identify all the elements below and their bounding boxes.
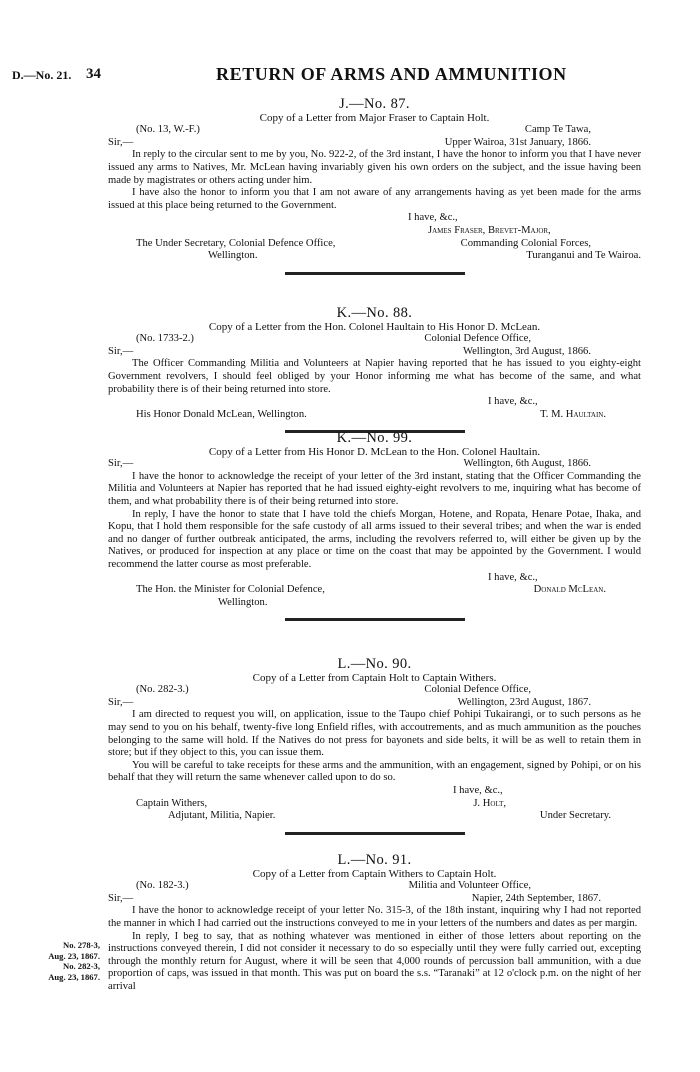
- margin-note: [8, 940, 100, 982]
- closing: I have, &c.,: [488, 571, 538, 583]
- addressee-city: Adjutant, Militia, Napier.: [168, 810, 276, 822]
- paragraph: In reply to the circular sent to me by you, No. 922-2, of the 3rd instant, I have the honor to inform you that I have never issued any arms to Natives, Mr. McLean having invariably given his own orders on the subject, and the issue having been made by magistrates or others acting under him.: [108, 149, 641, 186]
- paragraph: I have the honor to acknowledge the receipt of your letter of the 3rd instant, stating that the Officer Commanding the Militia and Volunteers at Napier has reported that he had issued eighty-eight revolvers to me, inquiring what has become of them, and what probability there is of their being returned into store.: [108, 470, 641, 507]
- paragraph: I have also the honor to inform you that I am not aware of any arrangements having as yet been made for the arms issued at this place being returned to the Government.: [108, 187, 641, 211]
- letter-place: Militia and Volunteer Office,: [408, 880, 531, 892]
- paragraph: In reply, I have the honor to state that I have told the chiefs Morgan, Hotene, and Ropata, Henare Potae, Ihaka, and Kopu, that I hold them responsible for the safe custody of all arms issued to their several tribes; and when the war is ended and no danger of further outbreak anticipated, the arms, including the revolvers referred to, will either be given up by the Natives, or produced for inspection at any place or time on the coast that may be appointed by the Government. I would recommend the latter course as most preferable.: [108, 508, 641, 570]
- letter-caption: Copy of a Letter from Major Fraser to Captain Holt.: [259, 111, 490, 124]
- letter-heading: K.—No. 88.: [336, 305, 413, 321]
- salutation: Sir,—: [108, 458, 134, 470]
- letter-heading: J.—No. 87.: [339, 96, 410, 112]
- margin-note-line: Aug. 23, 1867.: [48, 950, 100, 961]
- addressee: The Under Secretary, Colonial Defence Office,: [136, 237, 336, 249]
- date-line: Napier, 24th September, 1867.: [471, 892, 601, 904]
- letter-ref: (No. 282-3.): [136, 684, 189, 696]
- paragraph: I have the honor to acknowledge receipt of your letter No. 315-3, of the 18th instant, inquiring why I had not reported the manner in which I had carried out the instructions conveyed to me in your letters of the numbers and dates as per margin.: [108, 905, 641, 929]
- paragraph: The Officer Commanding Militia and Volunteers at Napier having reported that he has issued to you eighty-eight Government revolvers, I should feel obliged by your Honor informing me what has become of the same, and what probability there is of their being returned into store.: [108, 358, 641, 395]
- page-number: 34: [86, 66, 101, 82]
- section-rule: [285, 832, 465, 835]
- salutation: Sir,—: [108, 696, 134, 708]
- letter-heading: L.—No. 91.: [337, 852, 412, 868]
- letter-ref: (No. 182-3.): [136, 880, 189, 892]
- paragraph: I am directed to request you will, on application, issue to the Taupo chief Pohipi Tukairangi, or to such persons as he may send to you on his behalf, twenty-five long Enfield rifles, with accoutrements, and as much ammunition as the pouches belonging to the same will hold. If the Natives do not press for bayonets and side belts, it will be as well to retain them in store; but if they object to this, you can issue them.: [108, 709, 641, 759]
- document-reference: D.—No. 21.: [12, 68, 72, 82]
- closing: I have, &c.,: [408, 212, 458, 224]
- letter-place: Camp Te Tawa,: [524, 124, 591, 136]
- section-rule: [285, 272, 465, 275]
- date-line: Upper Wairoa, 31st January, 1866.: [444, 136, 591, 148]
- letter-place: Colonial Defence Office,: [424, 684, 531, 696]
- margin-note-line: No. 282-3,: [63, 961, 100, 971]
- letter-k-88: [108, 305, 641, 438]
- letter-j-87: [108, 96, 641, 280]
- salutation: Sir,—: [108, 345, 134, 357]
- letter-heading: L.—No. 90.: [337, 656, 412, 672]
- addressee: Captain Withers,: [136, 797, 208, 809]
- closing: I have, &c.,: [488, 396, 538, 408]
- section-rule: [285, 618, 465, 621]
- signature: J. Holt,: [473, 797, 506, 809]
- paragraph: In reply, I beg to say, that as nothing whatever was mentioned in either of those letters about reporting on the instructions conveyed therein, I did not consider it necessary to do so especially until they were fully carried out, excepting through the monthly return for August, where it will be seen that 4,000 rounds of percussion ball ammunition, with a due proportion of caps, was issued in that month. This was put on board the s.s. “Taranaki” at 12 o'clock p.m. on the night of her arrival: [108, 930, 641, 992]
- signature-title: Commanding Colonial Forces,: [460, 237, 591, 249]
- paragraph: You will be careful to take receipts for these arms and the ammunition, with an engagement, signed by Pohipi, or on his behalf that they will return the same whenever called upon to do so.: [108, 759, 641, 784]
- addressee: His Honor Donald McLean, Wellington.: [136, 408, 307, 420]
- letter-caption: Copy of a Letter from His Honor D. McLean to the Hon. Colonel Haultain.: [208, 445, 541, 458]
- letter-l-90: [108, 656, 641, 840]
- addressee: The Hon. the Minister for Colonial Defence,: [136, 584, 325, 596]
- signature: Donald McLean.: [533, 584, 606, 596]
- addressee-city: Wellington.: [208, 250, 258, 262]
- date-line: Wellington, 23rd August, 1867.: [457, 696, 591, 708]
- letter-place: Colonial Defence Office,: [424, 333, 531, 345]
- salutation: Sir,—: [108, 136, 134, 148]
- letter-caption: Copy of a Letter from Captain Holt to Captain Withers.: [252, 671, 497, 684]
- margin-note-line: No. 278-3,: [63, 940, 100, 950]
- closing: I have, &c.,: [453, 784, 503, 796]
- salutation: Sir,—: [108, 892, 134, 904]
- letter-caption: Copy of a Letter from the Hon. Colonel Haultain to His Honor D. McLean.: [208, 320, 541, 333]
- addressee-city: Wellington.: [218, 596, 268, 608]
- letter-ref: (No. 1733-2.): [136, 333, 194, 345]
- signature: T. M. Haultain.: [540, 408, 606, 420]
- signature: James Fraser, Brevet-Major,: [428, 224, 551, 236]
- date-line: Wellington, 6th August, 1866.: [463, 458, 591, 470]
- letter-l-91: [108, 852, 641, 994]
- margin-note-line: Aug. 23, 1867.: [48, 971, 100, 982]
- running-title: RETURN OF ARMS AND AMMUNITION: [216, 64, 567, 84]
- letter-k-99: [108, 430, 641, 626]
- letter-ref: (No. 13, W.-F.): [136, 124, 200, 136]
- signature-title: Turanganui and Te Wairoa.: [526, 250, 641, 262]
- signature-title: Under Secretary.: [539, 810, 611, 822]
- date-line: Wellington, 3rd August, 1866.: [462, 345, 591, 357]
- letter-heading: K.—No. 99.: [336, 430, 413, 446]
- letter-caption: Copy of a Letter from Captain Withers to Captain Holt.: [252, 867, 497, 880]
